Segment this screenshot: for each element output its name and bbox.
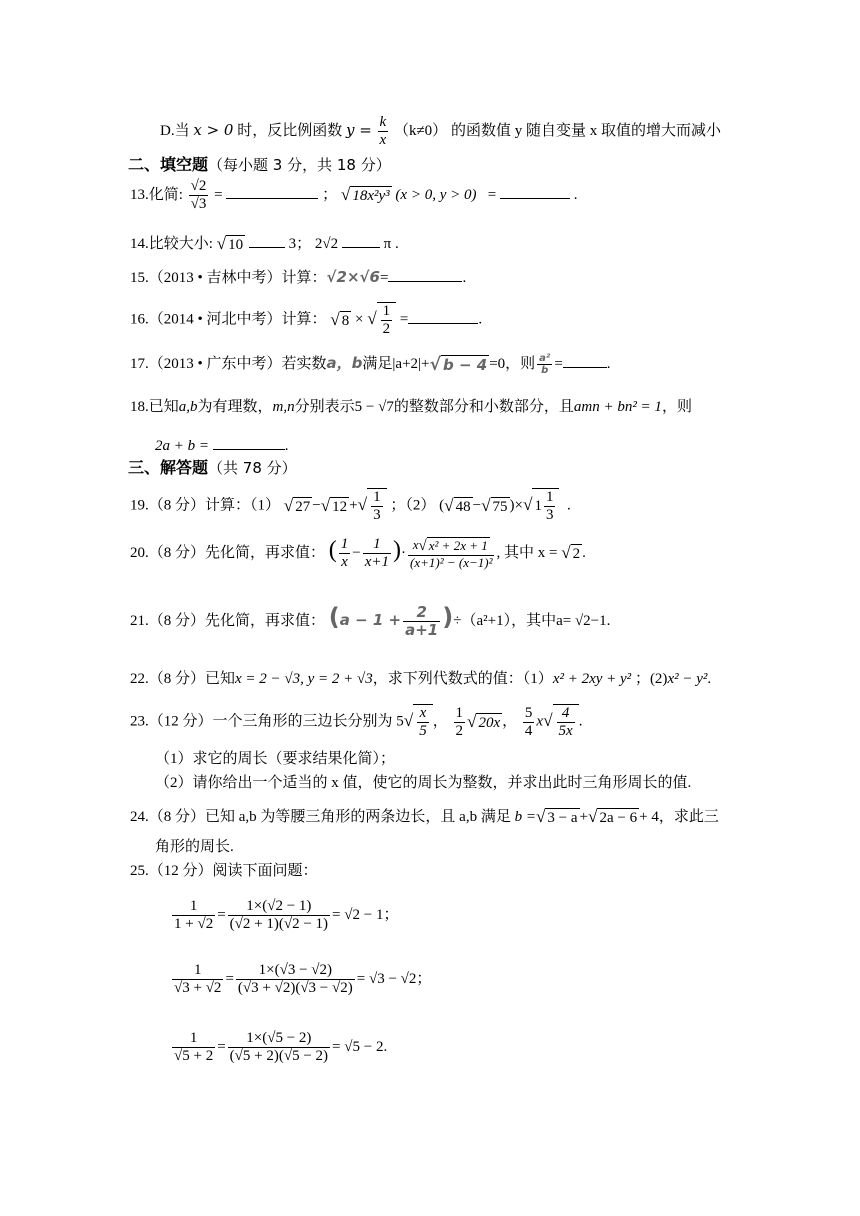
q23-s2-rad: 20x — [478, 714, 501, 731]
question-21: 21.（8 分）先化简，再求值： (a − 1 + $\frac{2}{a+1}$ )÷（a²+1），其中a= √2−1. — [130, 603, 611, 640]
q16-radical-8: √ 8 — [330, 309, 350, 329]
q17-mid: 满足 — [362, 356, 393, 372]
q23-end: . — [578, 713, 583, 730]
q18-expr: 5 − √7 — [354, 399, 394, 415]
q18-answer-blank[interactable] — [213, 434, 285, 450]
q20-a-den: x — [341, 554, 348, 571]
section-2-heading — [128, 152, 391, 175]
q16-den: 2 — [382, 321, 391, 338]
q17-cond2: b − 4 — [443, 355, 488, 374]
question-23-sub-2 — [155, 776, 691, 791]
q22-end: . — [707, 671, 712, 687]
question-25 — [130, 864, 318, 879]
q20-b-num: 1 — [363, 536, 391, 554]
q19-end: . — [566, 497, 571, 514]
q13-radical: √ 18x²y³ — [340, 185, 390, 205]
q24-line2: 角形的周长. — [155, 839, 234, 855]
q17-frac-den: b — [541, 365, 549, 377]
question-24-line-1: 24.（8 分）已知 a,b 为等腰三角形的两条边长，且 a,b 满足 b =√ 3 − a +√ 2a − 6 + 4，求此三 — [130, 807, 719, 826]
question-22 — [130, 672, 711, 687]
q23-sub1: （1）求它的周长（要求结果化简）； — [155, 751, 396, 767]
q14-label: 14.比较大小: — [130, 236, 213, 252]
q14-end: π . — [383, 236, 399, 252]
question-19: 19.（8 分）计算：（1） √ 27 −√ 12 +√ $\frac{1}{3}$ ；（2） (√ 48 −√ 75 )×√ 1 $\frac{1}{3}$ . — [130, 489, 571, 524]
question-23-sub-1 — [155, 752, 395, 767]
question-18-line-2 — [155, 434, 289, 454]
q22-label: 22.（8 分）已知 — [130, 671, 236, 687]
q24-r2: 2a − 6 — [599, 810, 638, 826]
q16-rad-a: 8 — [341, 312, 350, 329]
q13-end: . — [573, 187, 578, 204]
q15-end: . — [462, 270, 467, 286]
q14-b: 2√2 — [314, 236, 339, 252]
q17-cond1: |a+2|+ — [392, 356, 430, 372]
q14-rad-a: 10 — [228, 237, 244, 254]
q22-e1: x² + 2xy + y² — [552, 671, 632, 687]
q13-eq2: = — [487, 187, 497, 204]
q25-e3-l-den: √5 + 2 — [174, 1048, 214, 1065]
section-3-title: 三、解答题 — [128, 458, 209, 477]
q19-p2a: 48 — [455, 498, 471, 515]
q25-example-3: $\frac{1}{√5 + 2}$ = $\frac{1\times(√5 - 2)}{(√5 + 2)(√5 - 2)}$ = √5 − 2. — [174, 1030, 388, 1065]
q23-s3-rnum: 4 — [557, 705, 575, 723]
q20-end: . — [582, 545, 586, 562]
q21-left: a − 1 + — [339, 611, 402, 630]
q12d-suffix: 的函数值 y 随自变量 x 取值的增大而减小 — [450, 123, 721, 140]
q18-line1a: 18.已知 — [130, 399, 179, 415]
q16-radical-frac: √ $\frac{1}{2}$ — [367, 302, 396, 339]
q16-eq: = — [399, 311, 409, 328]
q21-div: ÷（a²+1），其中a= — [453, 613, 572, 630]
q21-label: 21.（8 分）先化简，再求值： — [130, 613, 326, 630]
q17-answer-blank[interactable] — [563, 352, 607, 368]
q25-label: 25.（12 分）阅读下面问题： — [130, 863, 318, 879]
question-14 — [130, 232, 399, 254]
section-2-note: （每小题 3 分，共 18 分） — [208, 156, 391, 174]
q25-e3-r: = √5 − 2 — [332, 1039, 384, 1056]
q25-example-2: $\frac{1}{√3 + √2}$ = $\frac{1\times(√3 - √2)}{(√3 + √2)(√3 - √2)}$ = √3 − √2； — [174, 962, 432, 997]
q25-e2-l-num: 1 — [172, 962, 223, 980]
q12d-den: x — [379, 132, 387, 149]
q25-e3-l-num: 1 — [172, 1030, 215, 1048]
q24-line1end: ，求此三 — [658, 808, 719, 825]
q13-answer-blank-1[interactable] — [226, 183, 318, 199]
q18-vars1: a,b — [178, 399, 198, 415]
q15-eq: = — [379, 270, 389, 286]
q25-e1-m-den: (√2 + 1)(√2 − 1) — [229, 916, 329, 933]
q23-sub2: （2）请你给出一个适当的 x 值，使它的周长为整数，并求出此时三角形周长的值. — [155, 775, 692, 791]
q18-line2: 2a + b = — [155, 438, 209, 454]
q25-e2-r: = √3 − √2 — [356, 971, 417, 988]
q23-s1-den: 5 — [419, 723, 427, 740]
q23-s2-den: 2 — [455, 722, 463, 739]
q21-f-num: 2 — [403, 604, 440, 622]
q25-e2-end: ； — [416, 971, 432, 988]
q12d-mid: 时，反比例函数 — [237, 123, 343, 140]
q12d-cond: x > 0 — [193, 121, 234, 140]
q13-frac-num: √2 — [189, 178, 209, 196]
q16-label: 16.（2014 • 河北中考）计算： — [130, 311, 327, 328]
q13-fraction — [189, 178, 209, 214]
q13-cond: (x > 0, y > 0) — [395, 187, 477, 204]
q20-c-num-rad: x² + 2x + 1 — [428, 537, 488, 553]
section-3-note: （共 78 分） — [208, 459, 297, 477]
q18-line1b: 为有理数， — [197, 399, 273, 415]
q12d-func-lhs: y = — [345, 121, 372, 140]
q12d-prefix: D.当 — [160, 123, 190, 140]
q20-label: 20.（8 分）先化简，再求值： — [130, 545, 326, 562]
q21-f-den: a+1 — [405, 621, 439, 640]
section-3-heading — [128, 455, 297, 478]
q14-radical: √ 10 — [216, 234, 244, 254]
q22-e2: x² − y² — [667, 671, 708, 687]
q17-label: 17.（2013 • 广东中考）若实数 — [130, 356, 327, 372]
q14-answer-blank-2[interactable] — [342, 232, 380, 248]
q15-label: 15.（2013 • 吉林中考）计算： — [130, 270, 327, 286]
q21-val: √2 — [574, 613, 591, 630]
q14-mid: 3； — [288, 236, 312, 252]
q25-e1-end: ； — [383, 907, 399, 924]
q16-end: . — [478, 311, 483, 328]
q25-example-1: $\frac{1}{1 + √2}$ = $\frac{1\times(√2 - 1)}{(√2 + 1)(√2 - 1)}$ = √2 − 1； — [174, 898, 399, 933]
q25-e3-end: . — [383, 1039, 388, 1056]
q25-e1-r: = √2 − 1 — [332, 907, 384, 924]
q13-frac-den: √3 — [190, 196, 207, 213]
q18-vars2: m,n — [272, 399, 295, 415]
q19-sep: ；（2） — [390, 497, 436, 514]
q16-num: 1 — [381, 303, 393, 321]
q23-s3-num: 5 — [523, 705, 535, 723]
q17-radical: √ b − 4 — [429, 354, 488, 375]
q13-answer-blank-2[interactable] — [500, 183, 570, 199]
q19-p1a: 27 — [295, 498, 311, 515]
q12d-func-cond: （k≠0） — [393, 123, 448, 140]
q13-eq: = — [214, 187, 223, 204]
q23-s1-num: x — [417, 705, 429, 723]
q23-label: 23.（12 分）一个三角形的三边长分别为 — [130, 713, 393, 730]
q15-answer-blank[interactable] — [388, 266, 462, 282]
q17-frac-num: a² — [539, 352, 551, 364]
question-16 — [130, 302, 482, 339]
q20-val: 2 — [572, 546, 581, 563]
q22-sep: ；(2) — [634, 671, 668, 687]
q22-given: x = 2 − √3, y = 2 + √3 — [235, 671, 373, 687]
q25-e2-l-den: √3 + √2 — [174, 980, 222, 997]
q13-rad-body: 18x²y³ — [352, 188, 390, 205]
question-24-line-2 — [155, 840, 234, 855]
q25-e2-m-den: (√3 + √2)(√3 − √2) — [237, 980, 353, 997]
q19-p1c-den: 3 — [373, 507, 381, 524]
q14-answer-blank-1[interactable] — [249, 232, 285, 248]
q18-line1d: 的整数部分和小数部分，且 — [393, 399, 574, 415]
q24-plus4: + 4 — [639, 808, 659, 825]
q18-line1c: 分别表示 — [294, 399, 355, 415]
q12d-num: k — [378, 114, 389, 132]
q17-vars: a，b — [326, 354, 363, 372]
q17-end: . — [606, 356, 611, 372]
q25-e3-m-num: 1×(√5 − 2) — [228, 1030, 330, 1048]
question-15 — [130, 266, 466, 286]
q17-cond3: =0，则 — [489, 356, 536, 372]
q25-e2-m-num: 1×(√3 − √2) — [236, 962, 355, 980]
q18-end: . — [284, 438, 289, 454]
q19-p1b: 12 — [332, 498, 348, 515]
q23-s3-x: x — [536, 713, 544, 730]
q21-end: −1. — [590, 613, 611, 630]
q20-c-den: (x+1)² − (x−1)² — [410, 554, 493, 570]
q12-option-d — [160, 114, 721, 150]
q25-e1-l-num: 1 — [172, 898, 215, 916]
q20-tail: , 其中 x = — [496, 545, 558, 562]
q16-answer-blank[interactable] — [408, 308, 478, 324]
q18-line1e: ，则 — [661, 399, 692, 415]
question-13 — [130, 178, 577, 214]
question-20: 20.（8 分）先化简，再求值： ( $\frac{1}{x}$ − $\frac{1}{x+1}$ )· $\frac{\text{x√ x² + 2x + 1}}{\text{(x+1)² − (x−1)²}}$ , 其中 x = √ 2 . — [130, 536, 586, 571]
q18-cond: amn + bn² = 1 — [573, 399, 662, 415]
q23-s2-num: 1 — [454, 705, 466, 723]
q23-s1-coef: 5 — [396, 713, 404, 730]
question-23: 23.（12 分）一个三角形的三边长分别为 5√ $\frac{x}{5}$ ， $\frac{1}{2}$ √ 20x ， $\frac{5}{4}$ x√ $\frac{4}{5x}$ . — [130, 704, 583, 740]
q20-a-num: 1 — [339, 536, 351, 554]
q23-s3-rden: 5x — [558, 723, 573, 740]
q13-sep: ； — [322, 187, 338, 204]
q19-p2b: 75 — [492, 498, 508, 515]
q22-mid: ，求下列代数式的值：（1） — [372, 671, 553, 687]
q19-p2c-num: 1 — [544, 489, 556, 507]
q24-r1: 3 − a — [547, 810, 578, 826]
question-17 — [130, 352, 611, 377]
q13-label: 13.化简: — [130, 187, 183, 204]
q19-p1c-num: 1 — [371, 489, 383, 507]
q23-s3-den: 4 — [524, 722, 533, 739]
q19-p2c-den: 3 — [545, 507, 554, 524]
q19-label: 19.（8 分）计算：（1） — [130, 497, 281, 514]
q20-b-den: x+1 — [364, 554, 390, 571]
q19-p2c-int: 1 — [534, 498, 542, 515]
q17-fraction — [537, 353, 552, 377]
q25-e3-m-den: (√5 + 2)(√5 − 2) — [229, 1048, 329, 1065]
q25-e1-l-den: 1 + √2 — [174, 916, 214, 933]
q17-eq: = — [554, 356, 563, 372]
q16-op: × — [354, 311, 364, 328]
section-2-title: 二、填空题 — [128, 155, 209, 174]
q15-expr: √2×√6 — [326, 268, 380, 286]
q12d-fraction — [378, 114, 389, 150]
q24-expr-b: b = — [514, 808, 536, 825]
q24-line1: 24.（8 分）已知 a,b 为等腰三角形的两条边长，且 a,b 满足 — [130, 808, 511, 825]
question-18-line-1 — [130, 400, 692, 415]
q20-c-num-x: x — [412, 536, 419, 552]
q25-e1-m-num: 1×(√2 − 1) — [228, 898, 330, 916]
